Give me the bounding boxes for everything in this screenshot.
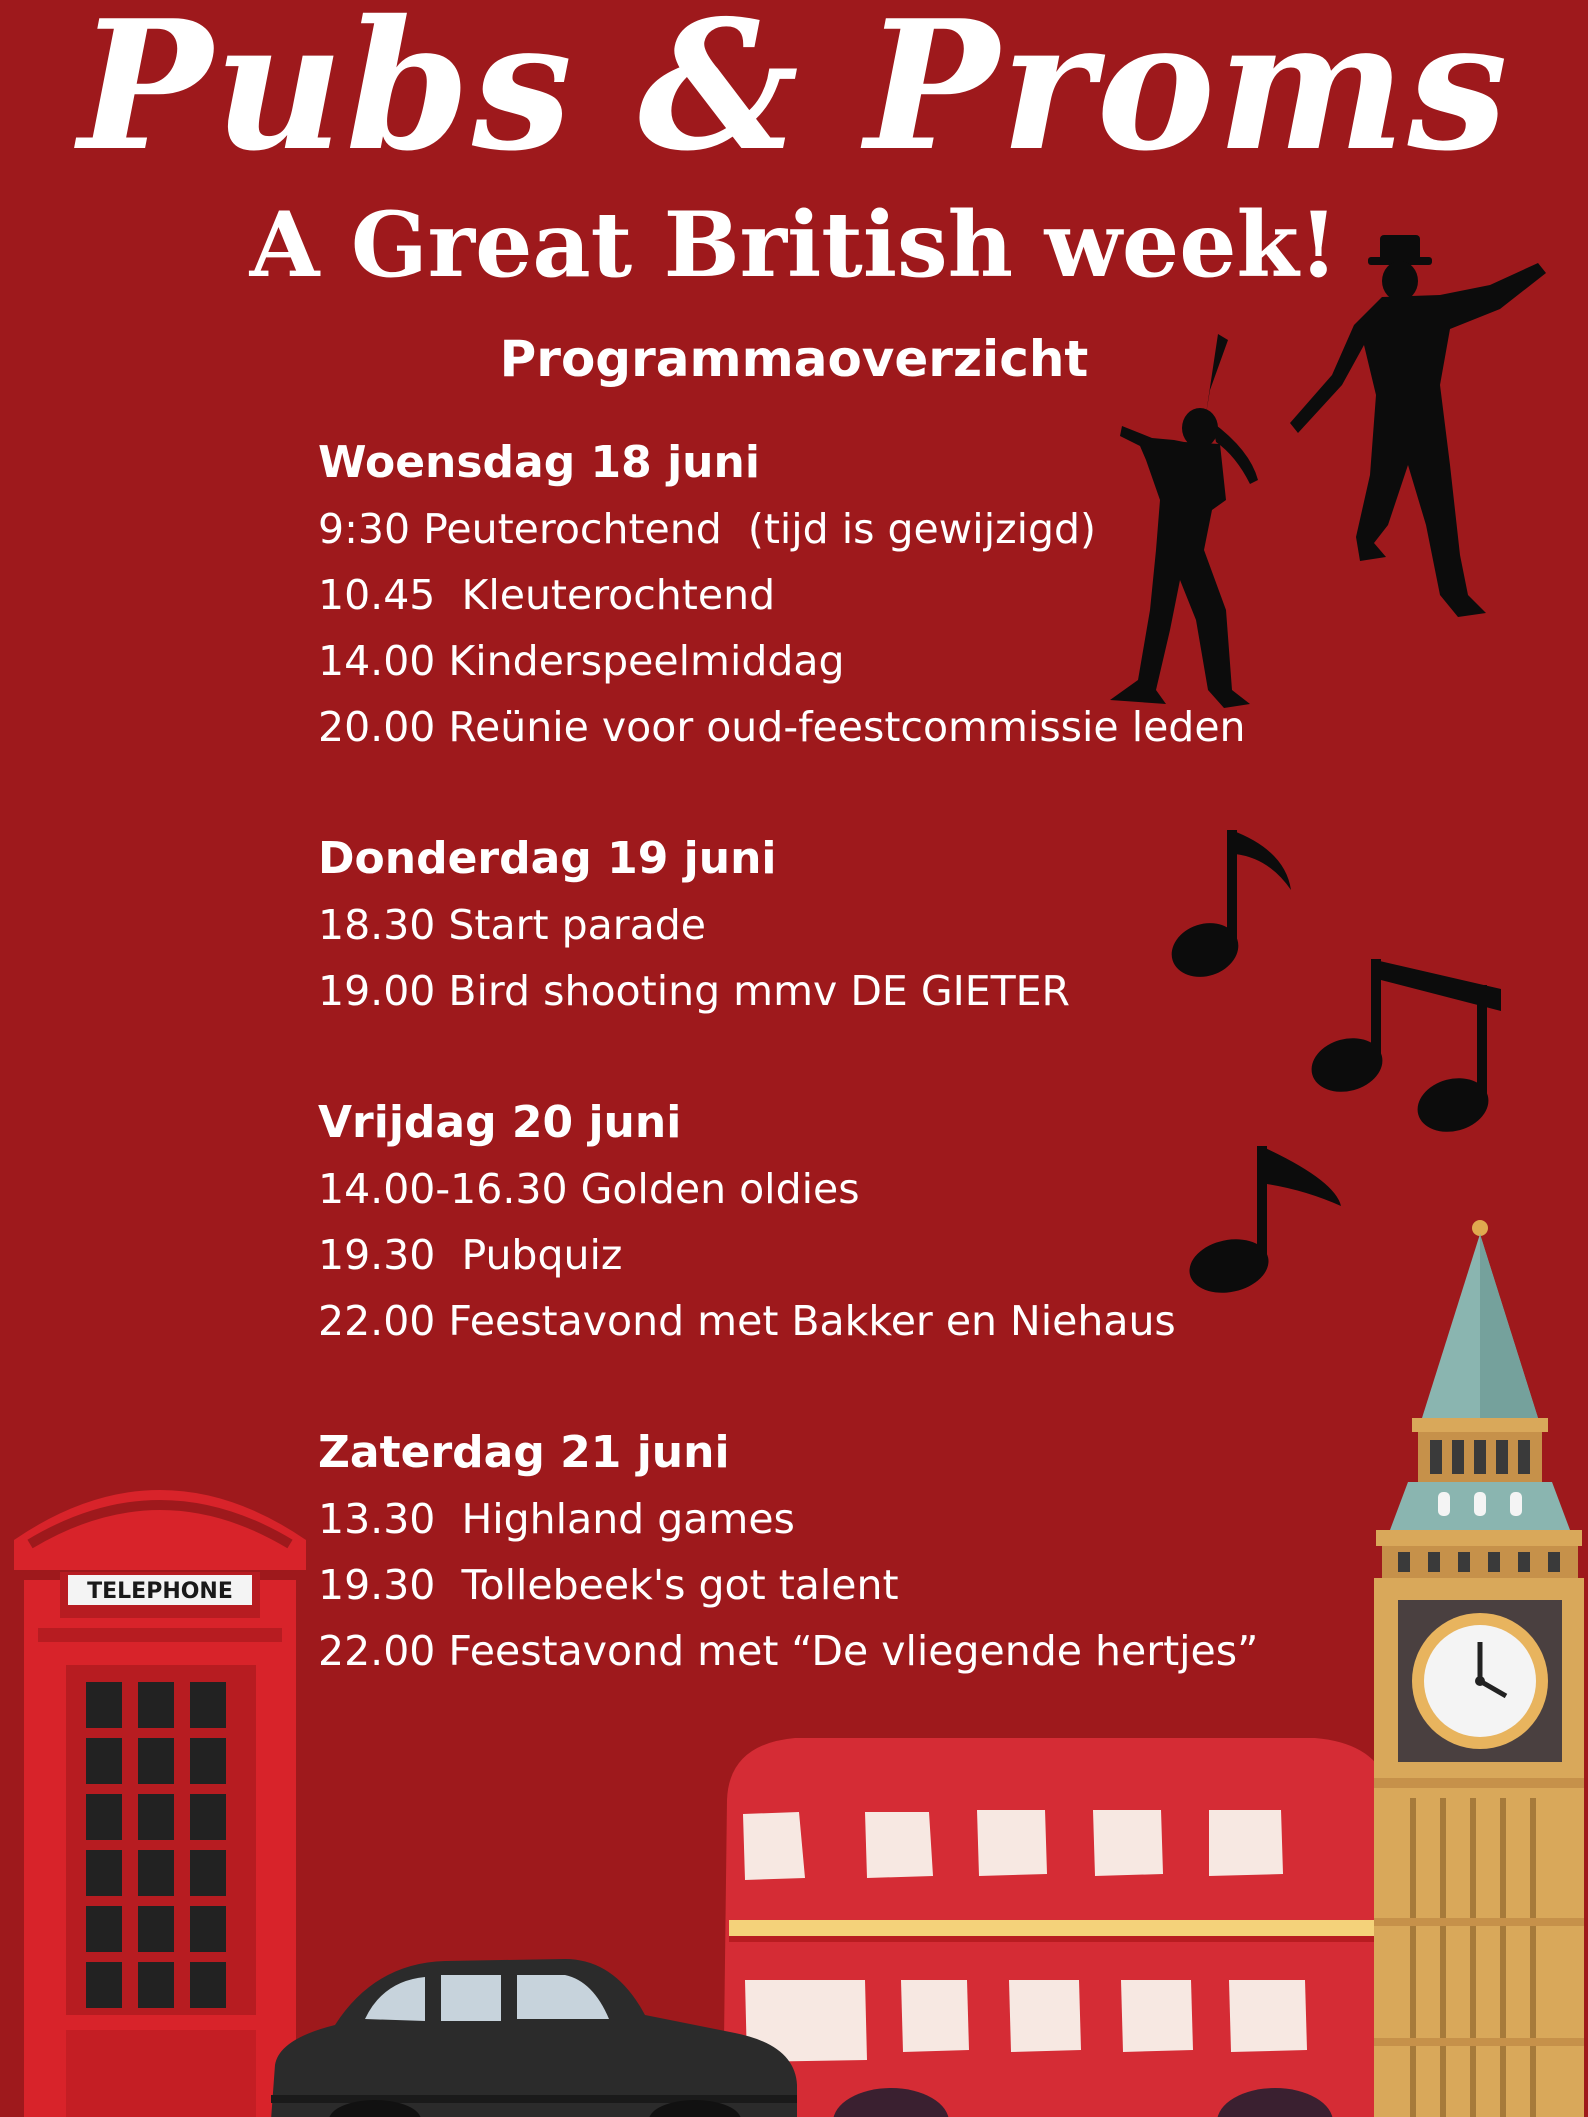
day-title: Zaterdag 21 juni [318,1427,730,1478]
poster-title: Pubs & Proms [78,0,1510,190]
day-title: Vrijdag 20 juni [318,1097,682,1148]
event-item: 22.00 Feestavond met “De vliegende hertjes” [318,1627,1259,1675]
big-ben-icon [1370,1218,1588,2117]
singer-silhouette-icon [1100,330,1280,710]
day-block [318,1090,1318,1354]
day-block [318,1420,1318,1684]
event-item: 19.30 Pubquiz [318,1231,623,1279]
event-item: 22.00 Feestavond met Bakker en Niehaus [318,1297,1176,1345]
music-note-icon [1185,1140,1345,1300]
day-title: Donderdag 19 juni [318,833,777,884]
double-decker-bus-icon [715,1730,1405,2117]
poster-subtitle: A Great British week! [249,192,1339,298]
program-heading: Programmaoverzicht [499,330,1089,388]
event-item: 14.00-16.30 Golden oldies [318,1165,860,1213]
day-title: Woensdag 18 juni [318,437,760,488]
event-item: 9:30 Peuterochtend (tijd is gewijzigd) [318,505,1097,553]
music-note-icon [1165,820,1295,990]
event-item: 19.30 Tollebeek's got talent [318,1561,899,1609]
event-item: 10.45 Kleuterochtend [318,571,776,619]
dancer-silhouette-icon [1290,225,1560,625]
music-note-icon [1305,955,1505,1135]
london-cab-icon [265,1955,805,2117]
event-item: 13.30 Highland games [318,1495,795,1543]
event-item: 14.00 Kinderspeelmiddag [318,637,845,685]
event-item: 20.00 Reünie voor oud-feestcommissie leden [318,703,1246,751]
booth-sign: TELEPHONE [87,1579,233,1604]
event-item: 18.30 Start parade [318,901,706,949]
event-item: 19.00 Bird shooting mmv DE GIETER [318,967,1071,1015]
